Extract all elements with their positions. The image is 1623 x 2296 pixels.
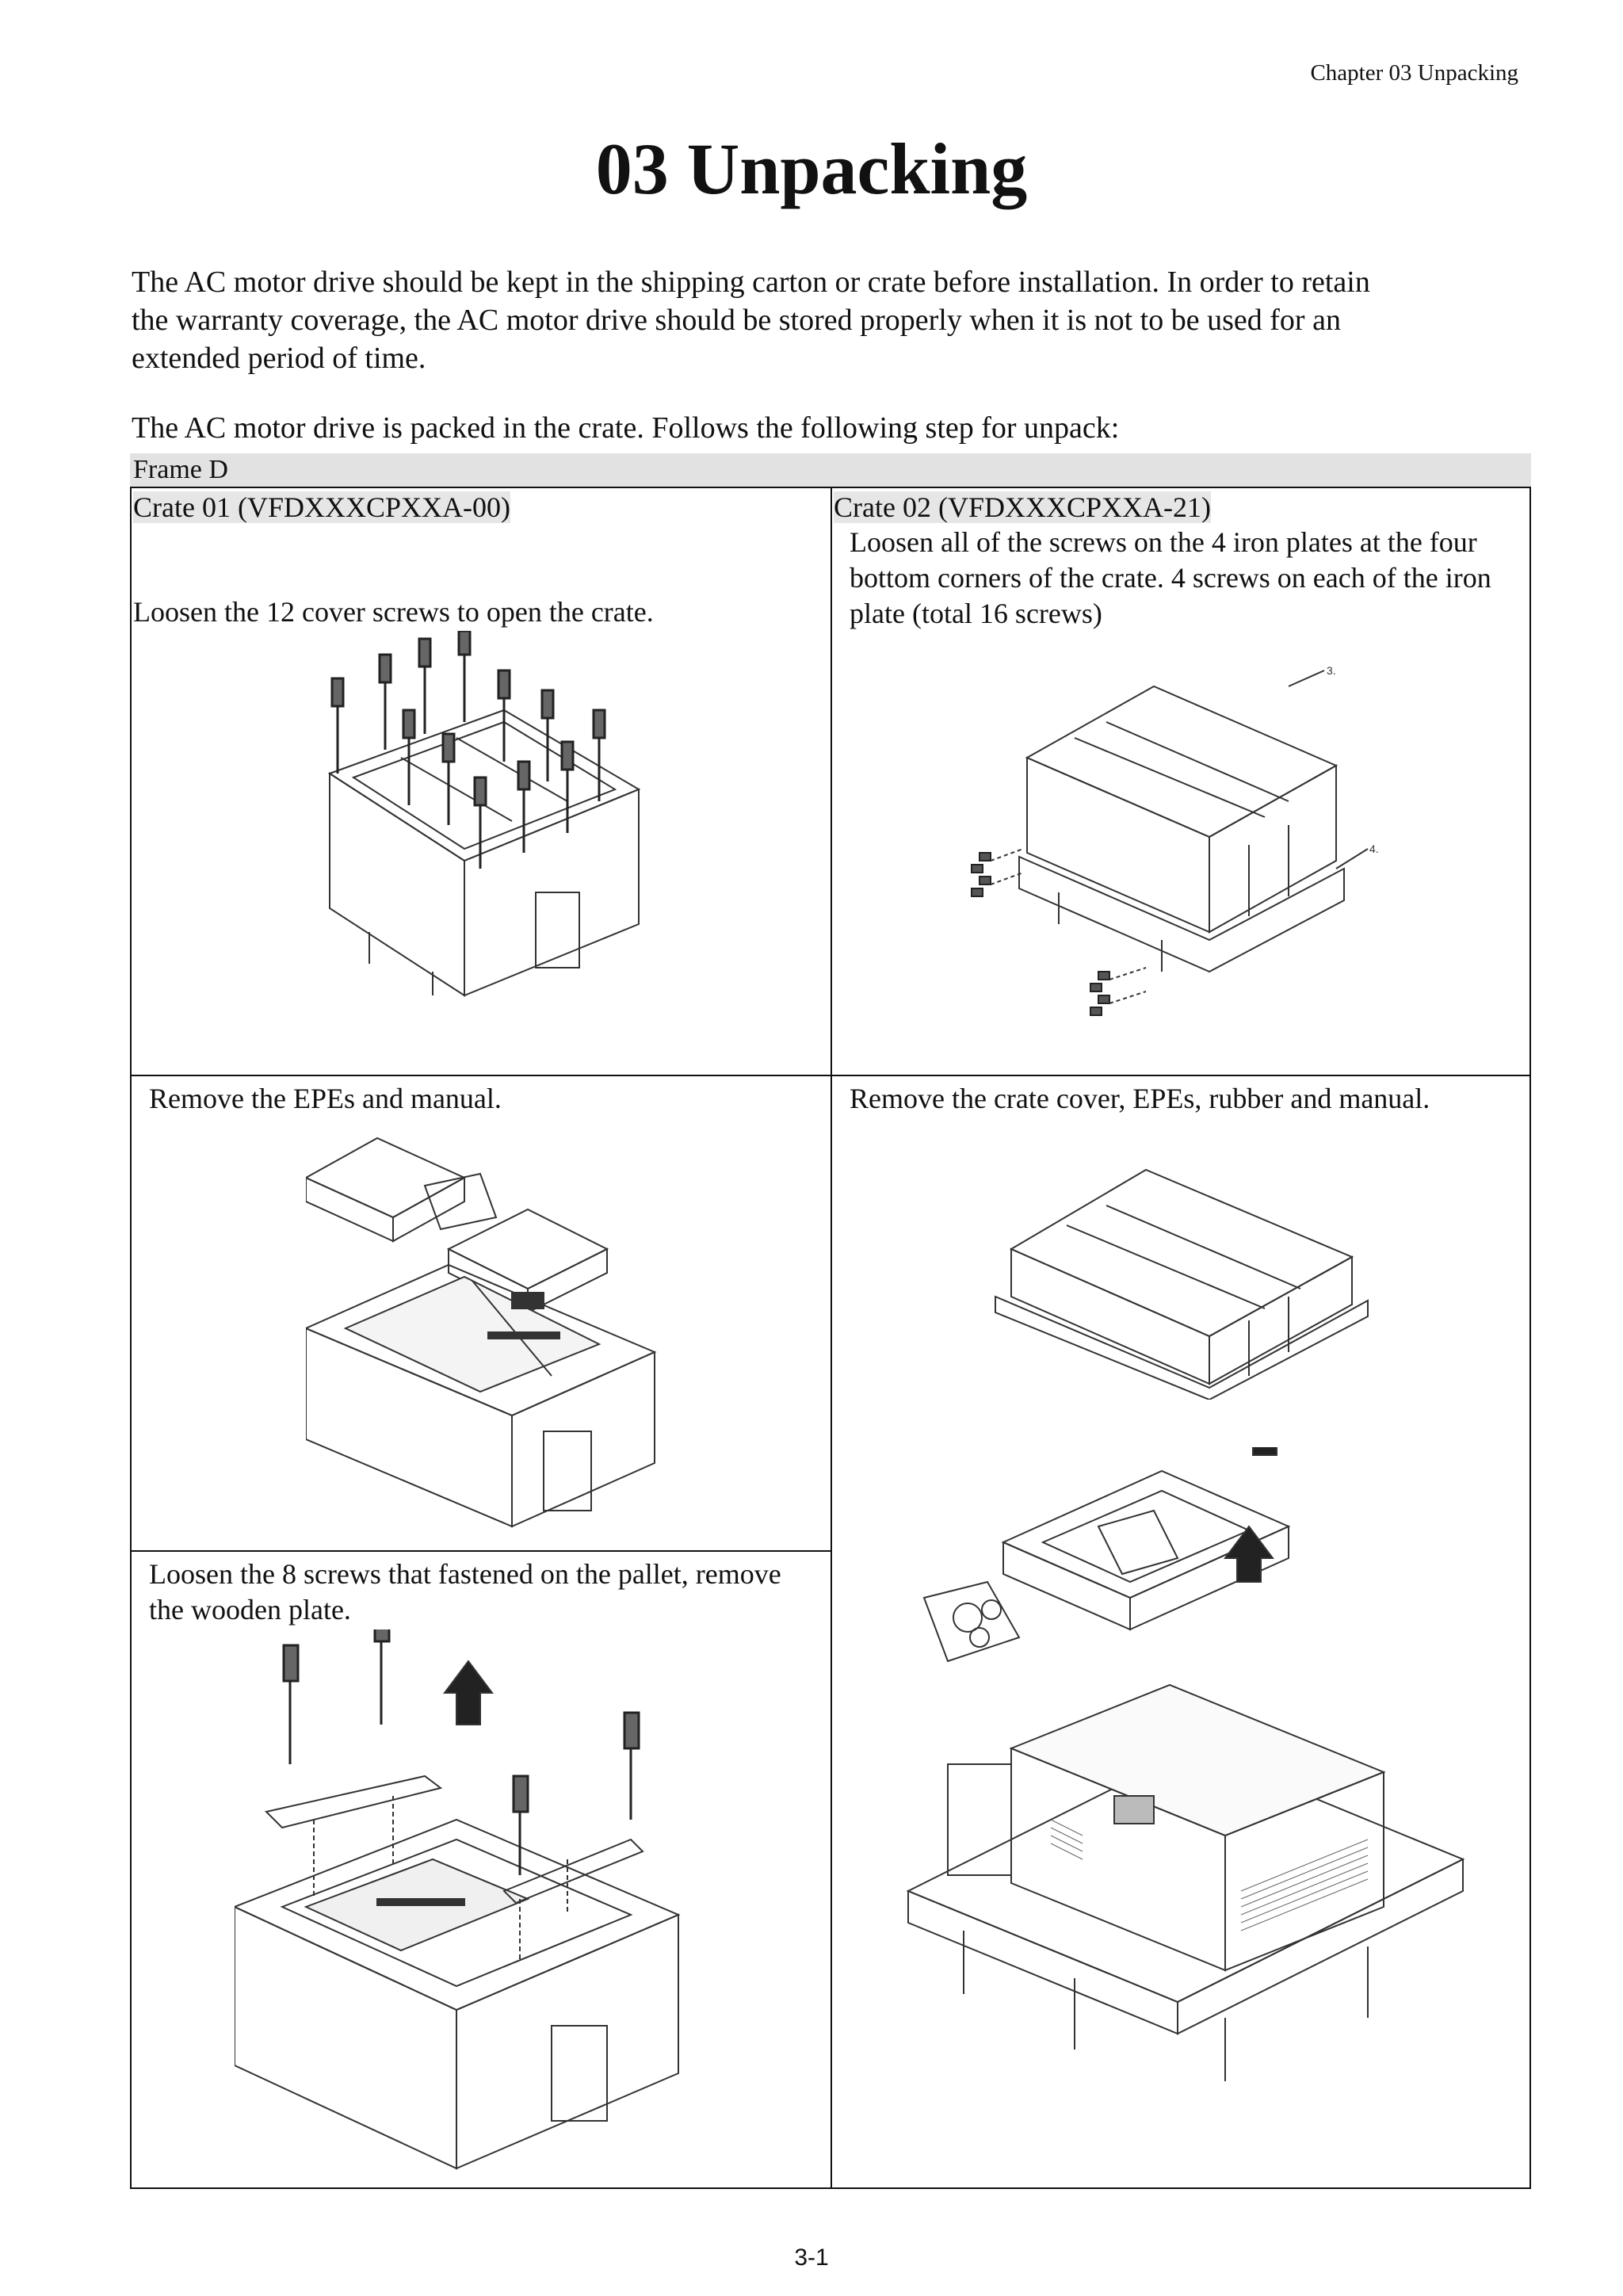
- page-title: 03 Unpacking: [595, 128, 1028, 209]
- drive-on-pallet-illustration: [892, 1447, 1479, 2160]
- step-line: the wooden plate.: [149, 1594, 351, 1626]
- crate-cover-illustration: [940, 1138, 1415, 1400]
- callout-3: 3.: [1327, 664, 1336, 677]
- intro-paragraph-1: [132, 263, 1526, 377]
- step-line: bottom corners of the crate. 4 screws on each of the iron: [850, 562, 1491, 594]
- chapter-header: Chapter 03 Unpacking: [1310, 60, 1518, 86]
- unpacking-table: [130, 487, 1531, 2189]
- intro-paragraph-2: The AC motor drive is packed in the crate. Follows the following step for unpack:: [132, 411, 1120, 445]
- row-divider: [132, 1075, 1529, 1076]
- page-number: 3-1: [794, 2244, 829, 2271]
- crate-iron-plates-illustration: [956, 663, 1400, 1043]
- left-step-2: Remove the EPEs and manual.: [149, 1083, 502, 1114]
- intro-line: The AC motor drive should be kept in the shipping carton or crate before installation. In order to retain: [132, 266, 1370, 299]
- crate-02-heading: Crate 02 (VFDXXXCPXXA-21): [834, 491, 1211, 523]
- frame-label: Frame D: [130, 453, 1531, 487]
- callout-4: 4.: [1369, 842, 1379, 855]
- step-line: plate (total 16 screws): [850, 598, 1102, 629]
- step-line: Loosen all of the screws on the 4 iron plates at the four: [850, 526, 1477, 558]
- intro-line: extended period of time.: [132, 342, 426, 375]
- left-step-3: [149, 1557, 781, 1628]
- right-step-2: Remove the crate cover, EPEs, rubber and manual.: [850, 1083, 1430, 1114]
- intro-line: the warranty coverage, the AC motor drive should be stored properly when it is not to be used for an: [132, 304, 1341, 337]
- remove-epe-illustration: [306, 1114, 670, 1542]
- right-step-1: [850, 525, 1491, 632]
- column-divider: [831, 488, 832, 2187]
- step-line: Loosen the 8 screws that fastened on the pallet, remove: [149, 1558, 781, 1590]
- left-step-1: Loosen the 12 cover screws to open the crate.: [133, 596, 654, 628]
- crate-01-heading: Crate 01 (VFDXXXCPXXA-00): [133, 491, 510, 523]
- crate-cover-screws-illustration: [306, 631, 670, 1011]
- remove-wooden-plate-illustration: [235, 1629, 710, 2184]
- row-divider: [132, 1550, 831, 1552]
